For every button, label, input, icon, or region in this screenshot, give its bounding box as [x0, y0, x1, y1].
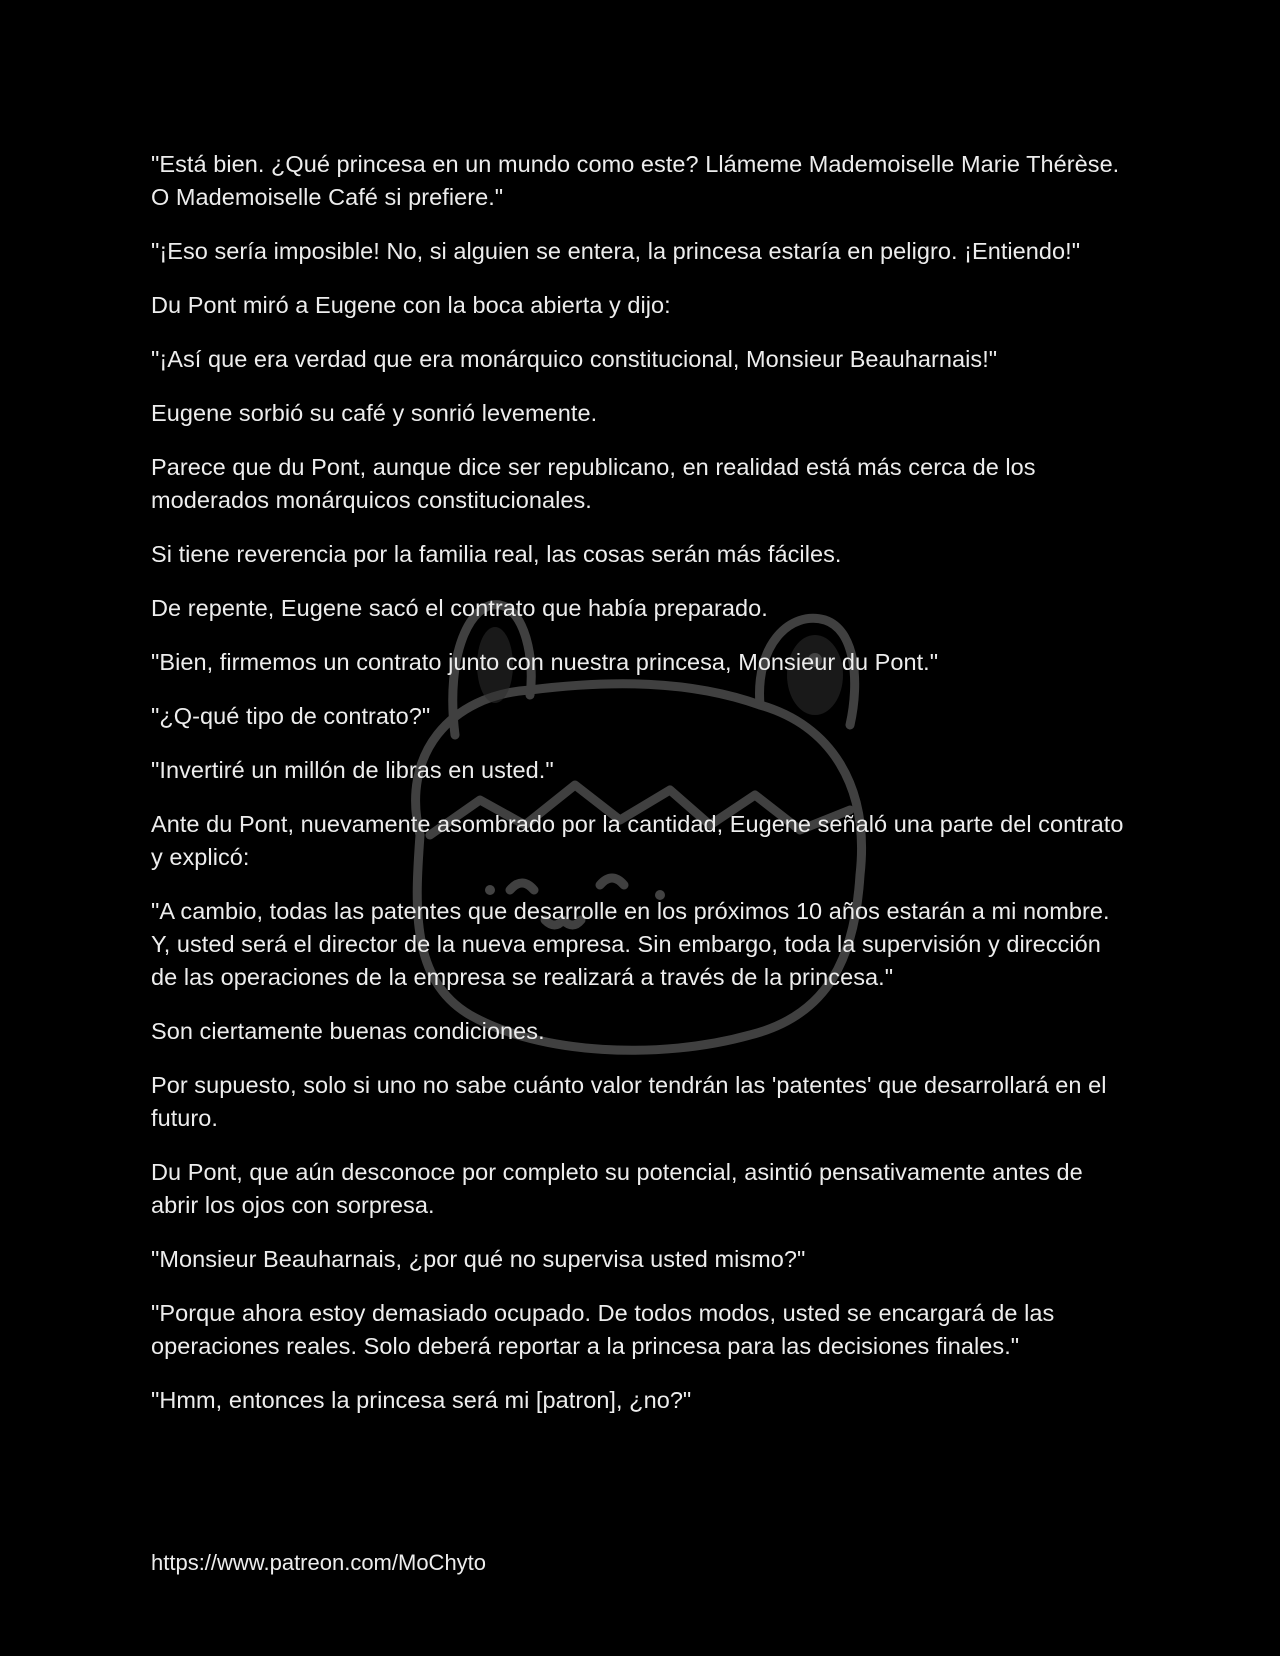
paragraph: Si tiene reverencia por la familia real, las cosas serán más fáciles. — [151, 541, 842, 567]
paragraph: Son ciertamente buenas condiciones. — [151, 1018, 545, 1044]
paragraph: "¡Eso sería imposible! No, si alguien se entera, la princesa estaría en peligro. ¡Entiendo!" — [151, 238, 1081, 264]
paragraph: Parece que du Pont, aunque dice ser republicano, en realidad está más cerca de los moderados monárquicos constitucionales. — [151, 454, 1036, 513]
chapter-text — [151, 148, 1131, 1438]
paragraph: "Hmm, entonces la princesa será mi [patron], ¿no?" — [151, 1387, 692, 1413]
paragraph: "¿Q-qué tipo de contrato?" — [151, 703, 431, 729]
paragraph: "A cambio, todas las patentes que desarrolle en los próximos 10 años estarán a mi nombre. Y, usted será el director de la nueva empresa. Sin embargo, toda la supervisión y dirección de las operaciones de la empresa se realizará a través de la princesa." — [151, 898, 1110, 990]
paragraph: "Bien, firmemos un contrato junto con nuestra princesa, Monsieur du Pont." — [151, 649, 939, 675]
paragraph: "Porque ahora estoy demasiado ocupado. De todos modos, usted se encargará de las operaciones reales. Solo deberá reportar a la princesa para las decisiones finales." — [151, 1300, 1055, 1359]
paragraph: "Invertiré un millón de libras en usted." — [151, 757, 554, 783]
paragraph: Eugene sorbió su café y sonrió levemente. — [151, 400, 598, 426]
paragraph: Por supuesto, solo si uno no sabe cuánto valor tendrán las 'patentes' que desarrollará en el futuro. — [151, 1072, 1107, 1131]
patreon-link[interactable]: https://www.patreon.com/MoChyto — [151, 1550, 487, 1575]
paragraph: Ante du Pont, nuevamente asombrado por la cantidad, Eugene señaló una parte del contrato y explicó: — [151, 811, 1124, 870]
paragraph: "¡Así que era verdad que era monárquico constitucional, Monsieur Beauharnais!" — [151, 346, 998, 372]
paragraph: De repente, Eugene sacó el contrato que había preparado. — [151, 595, 768, 621]
paragraph: "Monsieur Beauharnais, ¿por qué no supervisa usted mismo?" — [151, 1246, 806, 1272]
paragraph: Du Pont, que aún desconoce por completo su potencial, asintió pensativamente antes de abrir los ojos con sorpresa. — [151, 1159, 1083, 1218]
paragraph: Du Pont miró a Eugene con la boca abierta y dijo: — [151, 292, 671, 318]
paragraph: "Está bien. ¿Qué princesa en un mundo como este? Llámeme Mademoiselle Marie Thérèse. O Mademoiselle Café si prefiere." — [151, 151, 1120, 210]
